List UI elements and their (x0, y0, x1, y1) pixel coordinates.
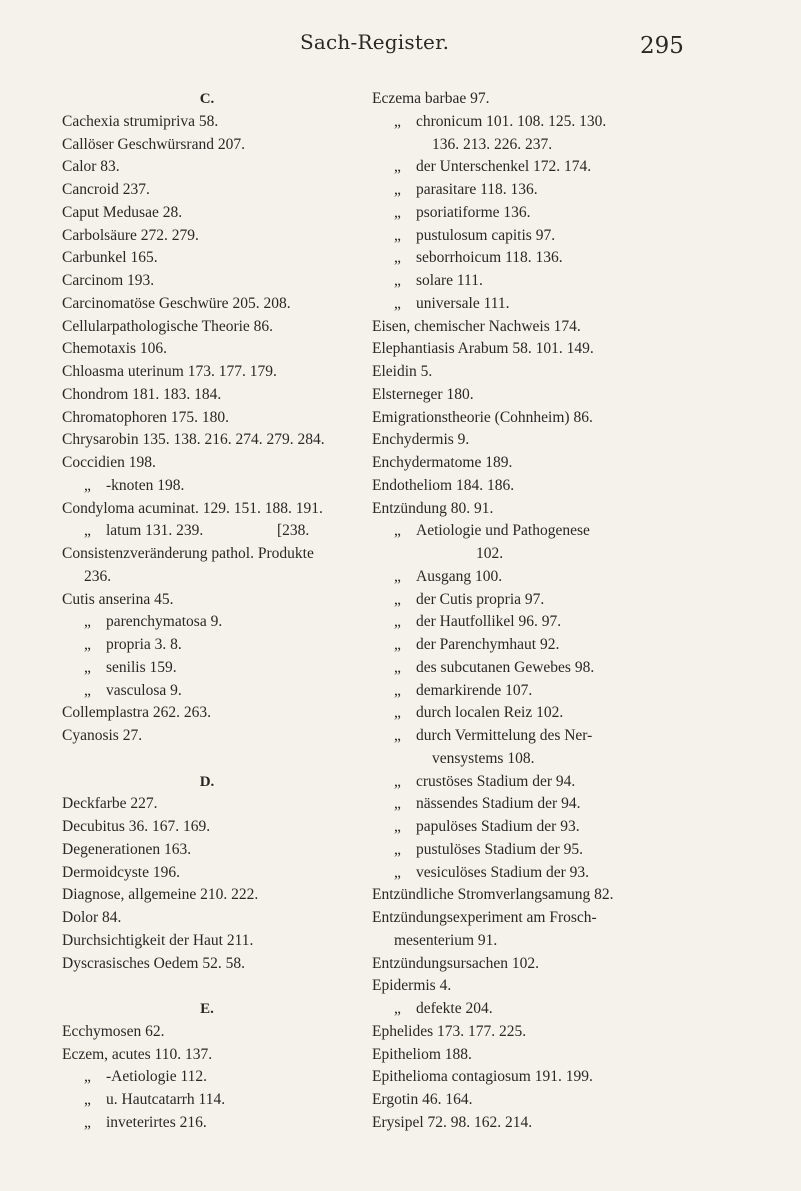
subentry-text: der Parenchymhaut 92. (416, 636, 560, 653)
ditto-mark: „ (394, 249, 401, 267)
index-subentry (372, 771, 772, 794)
index-entry: Chloasma uterinum 173. 177. 179. (62, 363, 277, 380)
subentry-text: der Cutis propria 97. (416, 590, 545, 608)
subentry-text: psoriatiforme 136. (416, 203, 531, 221)
subentry-text: chronicum 101. 108. 125. 130. (416, 112, 607, 130)
index-entry: Eczema barbae 97. (372, 90, 490, 107)
index-entry: Degenerationen 163. (62, 840, 192, 858)
subentry-text: nässendes Stadium der 94. (416, 795, 581, 813)
index-entry: Emigrationstheorie (Cohnheim) 86. (372, 408, 593, 426)
index-entry: Epitheliom 188. (372, 1045, 472, 1063)
index-entry: Elephantiasis Arabum 58. 101. 149. (372, 340, 594, 358)
index-entry: Dyscrasisches Oedem 52. 58. (62, 954, 245, 972)
index-entry: Chondrom 181. 183. 184. (62, 385, 222, 403)
index-entry: Erysipel 72. 98. 162. 214. (372, 1113, 533, 1131)
subentry-text: pustulosum capitis 97. (416, 226, 556, 244)
index-subentry (372, 816, 772, 839)
ditto-mark: „ (394, 522, 401, 540)
index-entry: Epidermis 4. (372, 977, 452, 995)
index-subentry (372, 247, 772, 270)
ditto-mark: „ (394, 772, 401, 790)
ditto-mark: „ (394, 112, 401, 130)
index-subentry (62, 1089, 352, 1112)
index-subentry (372, 566, 772, 589)
index-entry: Callöser Geschwürsrand 207. (62, 135, 245, 153)
ditto-mark: „ (394, 636, 401, 653)
ditto-mark: „ (394, 203, 401, 221)
page-number: 295 (640, 33, 684, 59)
ditto-mark: „ (84, 1068, 91, 1086)
index-entry: Chrysarobin 135. 138. 216. 274. 279. 284. (62, 431, 325, 449)
index-entry: Ecchymosen 62. (62, 1022, 165, 1040)
index-subentry (62, 475, 352, 498)
subentry-text: parenchymatosa 9. (106, 613, 223, 631)
index-entry: Consistenzveränderung pathol. Produkte (62, 545, 314, 562)
index-subentry (372, 156, 772, 179)
index-entry: Diagnose, allgemeine 210. 222. (62, 886, 259, 904)
index-subentry (62, 1066, 352, 1089)
index-entry: Carcinomatöse Geschwüre 205. 208. (62, 294, 291, 312)
ditto-mark: „ (394, 863, 401, 881)
index-continuation: 136. 213. 226. 237. (432, 135, 553, 153)
index-entry: Enchydermatome 189. (372, 454, 513, 471)
ditto-mark: „ (394, 704, 401, 722)
index-continuation: 102. (476, 545, 504, 562)
index-entry: Collemplastra 262. 263. (62, 704, 211, 722)
index-entry: Cellularpathologische Theorie 86. (62, 317, 274, 335)
overflow-page-ref: [238. (277, 522, 310, 540)
index-subentry (372, 793, 772, 816)
ditto-mark: „ (394, 181, 401, 198)
index-subentry (372, 702, 772, 725)
index-subentry (372, 589, 772, 612)
index-subentry (372, 680, 772, 703)
section-heading-c: C. (199, 91, 215, 107)
right-column (372, 88, 772, 1135)
subentry-text: parasitare 118. 136. (416, 181, 538, 198)
index-entry: Ergotin 46. 164. (372, 1091, 473, 1108)
subentry-text: durch localen Reiz 102. (416, 704, 564, 722)
subentry-text: der Unterschenkel 172. 174. (416, 158, 592, 176)
ditto-mark: „ (394, 294, 401, 312)
index-subentry (62, 634, 352, 657)
ditto-mark: „ (84, 613, 91, 631)
index-subentry (372, 179, 772, 202)
left-column (62, 88, 352, 1135)
index-entry: Condyloma acuminat. 129. 151. 188. 191. (62, 499, 323, 517)
running-header: Sach-Register. (300, 30, 450, 54)
index-entry: Dolor 84. (62, 909, 122, 926)
ditto-mark: „ (84, 658, 91, 676)
index-subentry (372, 839, 772, 862)
index-entry: Chemotaxis 106. (62, 340, 168, 358)
index-entry: Entzündliche Stromverlangsamung 82. (372, 886, 614, 904)
index-entry: Eleidin 5. (372, 363, 433, 380)
index-entry: Carbunkel 165. (62, 249, 158, 267)
index-entry: Elsterneger 180. (372, 385, 474, 403)
subentry-text: u. Hautcatarrh 114. (106, 1091, 226, 1108)
ditto-mark: „ (84, 1113, 91, 1131)
ditto-mark: „ (394, 226, 401, 244)
index-entry: Calor 83. (62, 158, 120, 176)
index-subentry (372, 225, 772, 248)
subentry-text: des subcutanen Gewebes 98. (416, 658, 595, 676)
index-entry: Chromatophoren 175. 180. (62, 408, 230, 426)
subentry-text: crustöses Stadium der 94. (416, 772, 576, 790)
c-entry-list (62, 111, 352, 475)
ditto-mark: „ (84, 636, 91, 653)
subentry-text: demarkirende 107. (416, 681, 533, 699)
index-subentry (372, 293, 772, 316)
ditto-mark: „ (394, 681, 401, 699)
subentry-text: der Hautfollikel 96. 97. (416, 613, 562, 631)
index-entry: Cutis anserina 45. (62, 590, 174, 608)
index-entry: Entzündungsexperiment am Frosch- (372, 909, 597, 926)
section-gap (62, 748, 352, 771)
section-heading-e: E. (200, 1001, 214, 1017)
index-continuation: mesenterium 91. (394, 931, 498, 949)
index-subentry (62, 680, 352, 703)
index-entry: Dermoidcyste 196. (62, 863, 180, 881)
index-entry: Ephelides 173. 177. 225. (372, 1022, 527, 1040)
index-subentry (372, 998, 772, 1021)
subentry-text: pustulöses Stadium der 95. (416, 840, 584, 858)
index-entry: Decubitus 36. 167. 169. (62, 818, 211, 835)
ditto-mark: „ (394, 1000, 401, 1017)
ditto-mark: „ (394, 795, 401, 813)
section-heading-d: D. (199, 773, 215, 790)
index-entry: Cachexia strumipriva 58. (62, 112, 219, 130)
index-subentry (62, 520, 352, 543)
index-subentry (372, 862, 772, 885)
subentry-text: universale 111. (416, 294, 510, 312)
ditto-mark: „ (394, 613, 401, 631)
subentry-text: solare 111. (416, 272, 483, 289)
ditto-mark: „ (394, 158, 401, 176)
index-subentry (372, 725, 772, 748)
index-entry: Entzündungsursachen 102. (372, 954, 540, 972)
subentry-text: inveterirtes 216. (106, 1113, 207, 1131)
subentry-text: defekte 204. (416, 1000, 493, 1017)
ditto-mark: „ (394, 818, 401, 835)
index-entry: Coccidien 198. (62, 454, 156, 471)
ditto-mark: „ (84, 476, 91, 494)
index-continuation: 236. (84, 567, 112, 585)
subentry-text: papulöses Stadium der 93. (416, 818, 580, 835)
index-entry: Epithelioma contagiosum 191. 199. (372, 1068, 593, 1086)
index-entry: Cancroid 237. (62, 181, 150, 198)
index-subentry (372, 111, 772, 134)
ditto-mark: „ (394, 658, 401, 676)
index-subentry (372, 202, 772, 225)
subentry-text: senilis 159. (106, 658, 177, 676)
subentry-text: latum 131. 239. (106, 522, 204, 540)
subentry-text: durch Vermittelung des Ner- (416, 727, 593, 744)
index-subentry (372, 634, 772, 657)
ditto-mark: „ (394, 727, 401, 744)
index-entry: Eisen, chemischer Nachweis 174. (372, 317, 581, 335)
ditto-mark: „ (84, 1091, 91, 1108)
ditto-mark: „ (394, 567, 401, 585)
subentry-text: seborrhoicum 118. 136. (416, 249, 563, 267)
index-entry: Durchsichtigkeit der Haut 211. (62, 931, 254, 949)
index-entry: Enchydermis 9. (372, 431, 470, 449)
ditto-mark: „ (394, 590, 401, 608)
index-entry: Endotheliom 184. 186. (372, 476, 515, 494)
ditto-mark: „ (84, 522, 91, 540)
subentry-text: vesiculöses Stadium der 93. (416, 863, 590, 881)
index-subentry (372, 657, 772, 680)
index-subentry (372, 611, 772, 634)
subentry-text: -knoten 198. (106, 476, 185, 494)
index-subentry (372, 520, 772, 543)
index-entry: Deckfarbe 227. (62, 795, 158, 813)
ditto-mark: „ (84, 681, 91, 699)
subentry-text: -Aetiologie 112. (106, 1068, 208, 1086)
index-entry: Caput Medusae 28. (62, 203, 183, 221)
index-subentry (62, 611, 352, 634)
index-entry: Carbolsäure 272. 279. (62, 226, 199, 244)
subentry-text: vasculosa 9. (106, 681, 182, 699)
index-entry: Entzündung 80. 91. (372, 499, 494, 517)
subentry-text: Aetiologie und Pathogenese (416, 522, 590, 540)
ditto-mark: „ (394, 840, 401, 858)
index-subentry (372, 270, 772, 293)
index-entry: Cyanosis 27. (62, 727, 143, 744)
index-entry: Carcinom 193. (62, 272, 155, 289)
index-continuation: vensystems 108. (432, 749, 535, 767)
ditto-mark: „ (394, 272, 401, 289)
index-subentry (62, 657, 352, 680)
section-gap (62, 975, 352, 998)
subentry-text: Ausgang 100. (416, 567, 503, 585)
subentry-text: propria 3. 8. (106, 636, 182, 653)
index-entry: Eczem, acutes 110. 137. (62, 1045, 213, 1063)
index-subentry (62, 1112, 352, 1135)
